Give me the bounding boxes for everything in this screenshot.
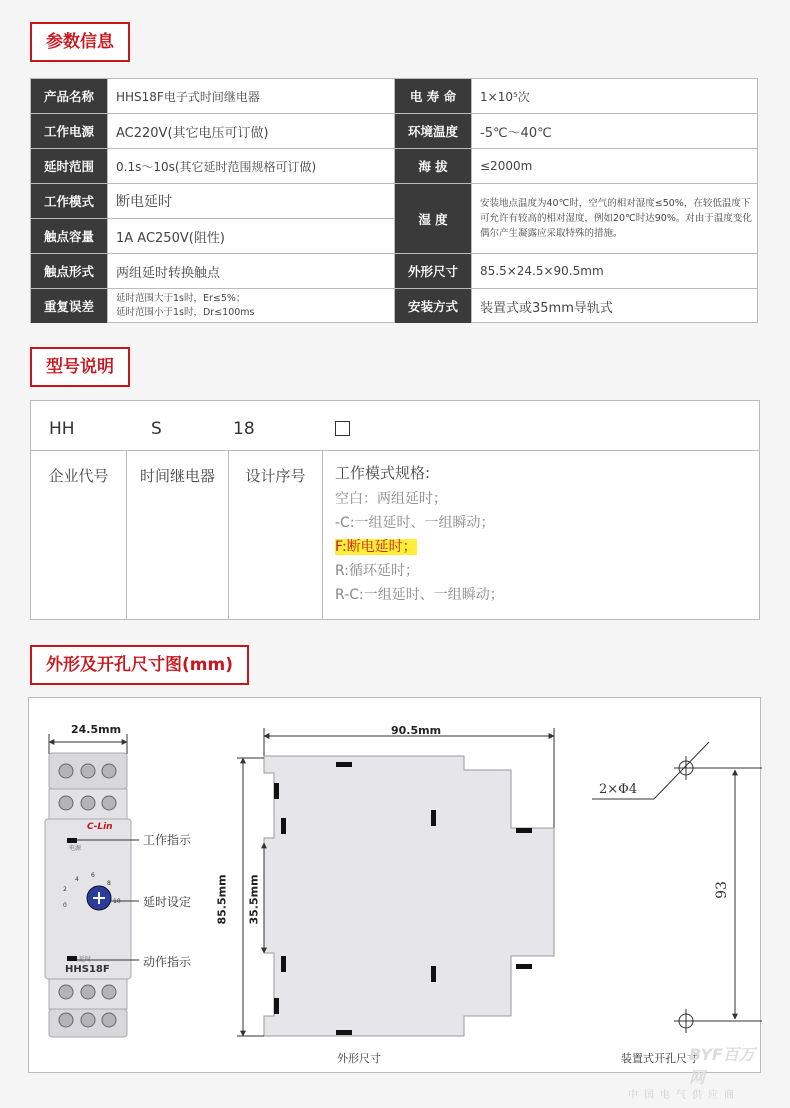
- repeat-err-value: [108, 289, 395, 323]
- mode-label: 工作模式: [31, 184, 108, 219]
- dial-mark-2: 2: [63, 886, 67, 893]
- product-name-value: HHS18F电子式时间继电器: [108, 79, 395, 114]
- model-section-title: 型号说明: [30, 347, 130, 387]
- front-view: [45, 734, 139, 1037]
- delay-label: 延时范围: [31, 149, 108, 184]
- depth-dim-label: 90.5mm: [391, 724, 442, 737]
- dial-mark-4: 4: [75, 876, 79, 883]
- hole-dim-label: 2×Φ4: [599, 782, 638, 797]
- mode-spec-list: [335, 461, 504, 607]
- hole-spacing-label: 93: [713, 881, 730, 899]
- work-indicator-label: 工作指示: [143, 833, 192, 847]
- params-section-title: 参数信息: [30, 22, 130, 62]
- power-led-label: 电源: [69, 845, 82, 852]
- product-name-label: 产品名称: [31, 79, 108, 114]
- altitude-label: 海 拔: [395, 149, 472, 184]
- env-temp-value: -5℃～40℃: [472, 114, 758, 149]
- contact-cap-label: 触点容量: [31, 219, 108, 254]
- delay-led-label: 延时: [79, 956, 92, 963]
- repeat-err-line-1: 延时范围大于1s时，Er≤5%；: [116, 293, 246, 304]
- height-dim-label: 85.5mm: [215, 874, 229, 925]
- code-hh: HH: [49, 419, 75, 439]
- humidity-value: 安装地点温度为40℃时，空气的相对湿度≤50%，在较低温度下可允许有较高的相对湿度，例如20℃时达90%。对由于温度变化偶尔产生凝露应采取特殊的措施。: [472, 184, 758, 254]
- rail-dim-label: 35.5mm: [247, 874, 261, 925]
- size-value: 85.5×24.5×90.5mm: [472, 254, 758, 289]
- altitude-value: ≤2000m: [472, 149, 758, 184]
- install-value: 装置式或35mm导轨式: [480, 300, 613, 316]
- dial-mark-0: 0: [63, 902, 67, 909]
- life-label: 电 寿 命: [395, 79, 472, 114]
- humidity-label: 湿 度: [395, 184, 472, 254]
- power-label: 工作电源: [31, 114, 108, 149]
- watermark-text: 中国电气供应商: [628, 1090, 740, 1101]
- delay-setting-label: 延时设定: [143, 895, 192, 909]
- mode-value: 断电延时: [108, 184, 395, 219]
- dial-mark-6: 6: [91, 872, 95, 879]
- repeat-err-label: 重复误差: [31, 289, 108, 323]
- mode-c: -C:一组延时、一组瞬动；: [335, 515, 495, 531]
- col-relay: 时间继电器: [127, 451, 229, 619]
- drawing-section-title: 外形及开孔尺寸图(mm): [30, 645, 249, 685]
- device-brand-logo: C-Lin: [87, 822, 113, 832]
- life-value: 1×10⁵次: [472, 79, 758, 114]
- mode-r: R:循环延时；: [335, 563, 420, 579]
- watermark-logo: BYF百万网: [689, 1045, 755, 1087]
- dial-mark-8: 8: [107, 880, 111, 887]
- device-model-label: HHS18F: [65, 964, 110, 975]
- mode-rc: R-C:一组延时、一组瞬动；: [335, 587, 504, 603]
- width-dim-label: 24.5mm: [71, 723, 122, 736]
- code-18: 18: [233, 419, 255, 439]
- delay-value: 0.1s～10s(其它延时范围规格可订做): [108, 149, 395, 184]
- action-indicator-label: 动作指示: [143, 955, 192, 969]
- mode-spec-title: 工作模式规格:: [335, 464, 431, 482]
- mode-checkbox: [335, 421, 350, 436]
- contact-form-label: 触点形式: [31, 254, 108, 289]
- mode-blank: 空白：两组延时；: [335, 491, 447, 507]
- col-design: 设计序号: [229, 451, 323, 619]
- install-label: 安装方式: [395, 289, 472, 323]
- drawing-svg: [29, 698, 762, 1074]
- col-company: 企业代号: [31, 451, 127, 619]
- model-code-row: [31, 401, 759, 451]
- repeat-err-line-2: 延时范围小于1s时，Dr≤100ms: [116, 307, 255, 318]
- dimension-drawing: [28, 697, 761, 1087]
- size-label: 外形尺寸: [395, 254, 472, 289]
- side-view: [237, 728, 554, 1036]
- model-table: [30, 400, 760, 620]
- params-table: [30, 78, 758, 323]
- contact-cap-value: 1A AC250V(阻性): [108, 219, 395, 254]
- code-s: S: [151, 419, 162, 439]
- dial-mark-10: 10: [113, 898, 121, 905]
- contact-form-value: 两组延时转换触点: [108, 254, 395, 289]
- mode-f-highlight: F:断电延时；: [335, 539, 417, 555]
- outline-caption: 外形尺寸: [337, 1052, 381, 1065]
- install-caption: 装置式开孔尺寸: [621, 1052, 698, 1065]
- power-value: AC220V(其它电压可订做): [108, 114, 395, 149]
- env-temp-label: 环境温度: [395, 114, 472, 149]
